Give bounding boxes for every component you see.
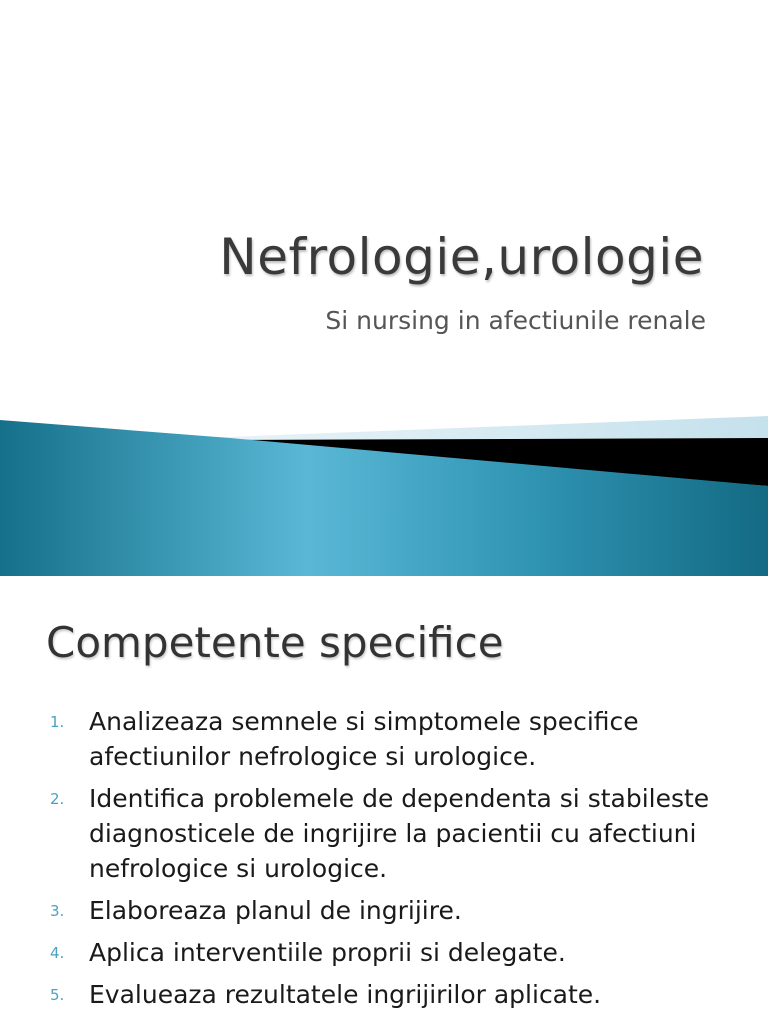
section-heading: Competente specifice [46, 618, 504, 667]
list-item [46, 935, 746, 970]
item-text: Elaboreaza planul de ingrijire. [89, 896, 462, 925]
list-item [46, 704, 746, 774]
item-text: Aplica interventiile proprii si delegate. [89, 938, 566, 967]
slide-title: Nefrologie,urologie [219, 228, 704, 286]
item-text: Identifica problemele de dependenta si stabileste diagnosticele de ingrijire la pacientii cu afectiuni nefrologice si urologice. [89, 784, 710, 883]
item-number: 5. [50, 986, 65, 1004]
list-item [46, 977, 746, 1012]
item-number: 4. [50, 944, 65, 962]
decorative-wave-band [0, 400, 768, 576]
item-text: Evalueaza rezultatele ingrijirilor aplicate. [89, 980, 602, 1009]
item-number: 2. [50, 790, 65, 808]
list-item [46, 893, 746, 928]
light-blue-stripe [200, 416, 768, 440]
competences-list [46, 704, 746, 1019]
list-item [46, 781, 746, 886]
item-number: 1. [50, 713, 65, 731]
item-number: 3. [50, 902, 65, 920]
slide-subtitle: Si nursing in afectiunile renale [325, 306, 706, 335]
item-text: Analizeaza semnele si simptomele specifice afectiunilor nefrologice si urologice. [89, 707, 639, 771]
competences-slide [0, 576, 768, 1024]
